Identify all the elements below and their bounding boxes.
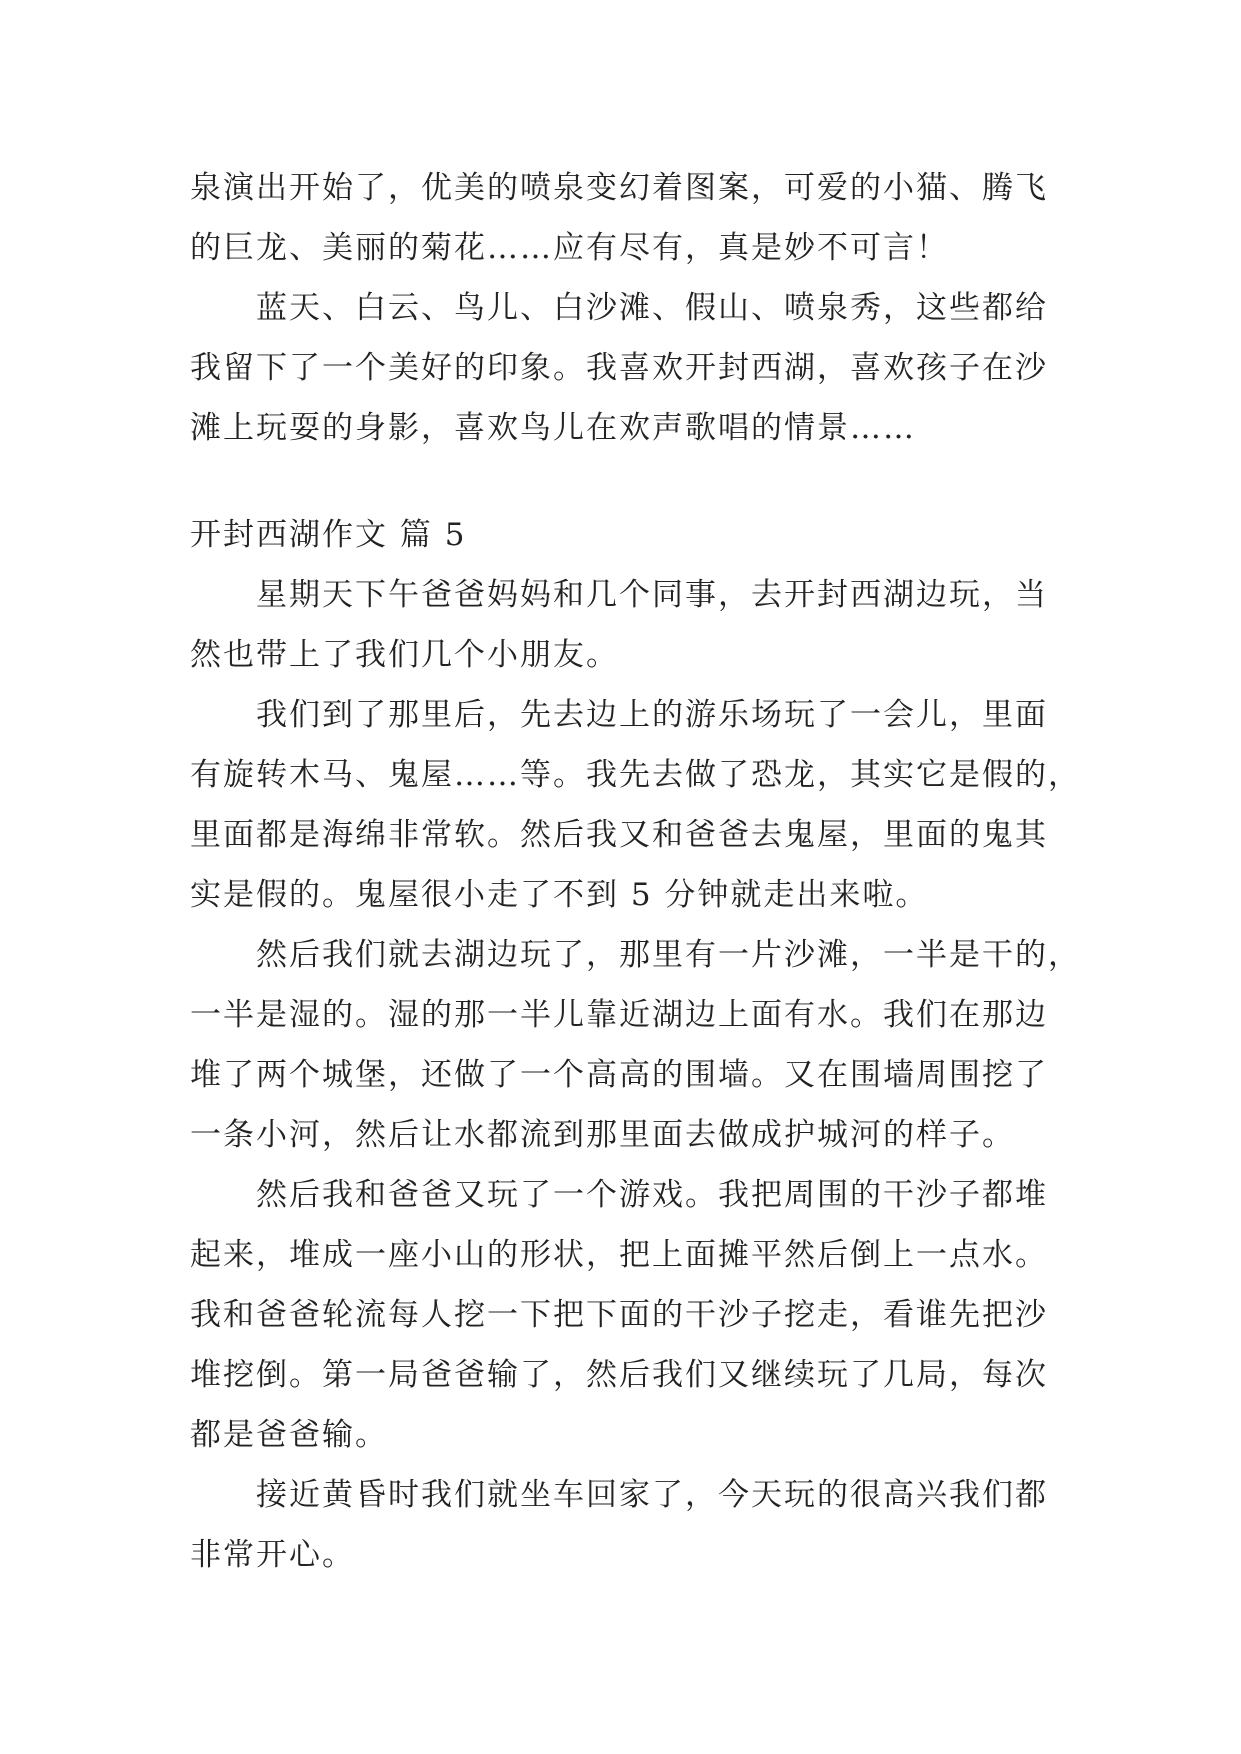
paragraph-line: 都是爸爸输。 <box>190 1417 388 1453</box>
paragraph-line: 一半是湿的。湿的那一半儿靠近湖边上面有水。我们在那边 <box>190 997 1048 1033</box>
paragraph-line: 接近黄昏时我们就坐车回家了，今天玩的很高兴我们都 <box>256 1477 1048 1513</box>
paragraph-line: 非常开心。 <box>190 1537 355 1573</box>
paragraph-line: 堆挖倒。第一局爸爸输了，然后我们又继续玩了几局，每次 <box>190 1357 1048 1393</box>
paragraph-line: 里面都是海绵非常软。然后我又和爸爸去鬼屋，里面的鬼其 <box>190 817 1048 853</box>
paragraph-line: 实是假的。鬼屋很小走了不到 5 分钟就走出来啦。 <box>190 877 929 913</box>
paragraph-line: 然后我们就去湖边玩了，那里有一片沙滩，一半是干的， <box>256 937 1081 973</box>
paragraph-line: 我们到了那里后，先去边上的游乐场玩了一会儿，里面 <box>256 697 1048 733</box>
paragraph-line: 然也带上了我们几个小朋友。 <box>190 637 619 673</box>
paragraph-line: 一条小河，然后让水都流到那里面去做成护城河的样子。 <box>190 1117 1015 1153</box>
paragraph-line: 有旋转木马、鬼屋……等。我先去做了恐龙，其实它是假的， <box>190 757 1081 793</box>
essay-heading: 开封西湖作文 篇 5 <box>190 517 467 553</box>
paragraph-line: 起来，堆成一座小山的形状，把上面摊平然后倒上一点水。 <box>190 1237 1048 1273</box>
paragraph-line: 的巨龙、美丽的菊花……应有尽有，真是妙不可言！ <box>190 230 949 266</box>
paragraph-line: 泉演出开始了，优美的喷泉变幻着图案，可爱的小猫、腾飞 <box>190 170 1048 206</box>
paragraph-line: 星期天下午爸爸妈妈和几个同事，去开封西湖边玩，当 <box>256 577 1048 613</box>
paragraph-line: 我留下了一个美好的印象。我喜欢开封西湖，喜欢孩子在沙 <box>190 350 1048 386</box>
paragraph-line: 蓝天、白云、鸟儿、白沙滩、假山、喷泉秀，这些都给 <box>256 290 1048 326</box>
essay-body <box>190 565 1081 1585</box>
essay-title <box>190 505 1050 565</box>
paragraph-line: 堆了两个城堡，还做了一个高高的围墙。又在围墙周围挖了 <box>190 1057 1048 1093</box>
paragraph-line: 滩上玩耍的身影，喜欢鸟儿在欢声歌唱的情景…… <box>190 410 916 446</box>
paragraph-line: 然后我和爸爸又玩了一个游戏。我把周围的干沙子都堆 <box>256 1177 1048 1213</box>
paragraph-line: 我和爸爸轮流每人挖一下把下面的干沙子挖走，看谁先把沙 <box>190 1297 1048 1333</box>
previous-essay-ending <box>190 158 1050 458</box>
